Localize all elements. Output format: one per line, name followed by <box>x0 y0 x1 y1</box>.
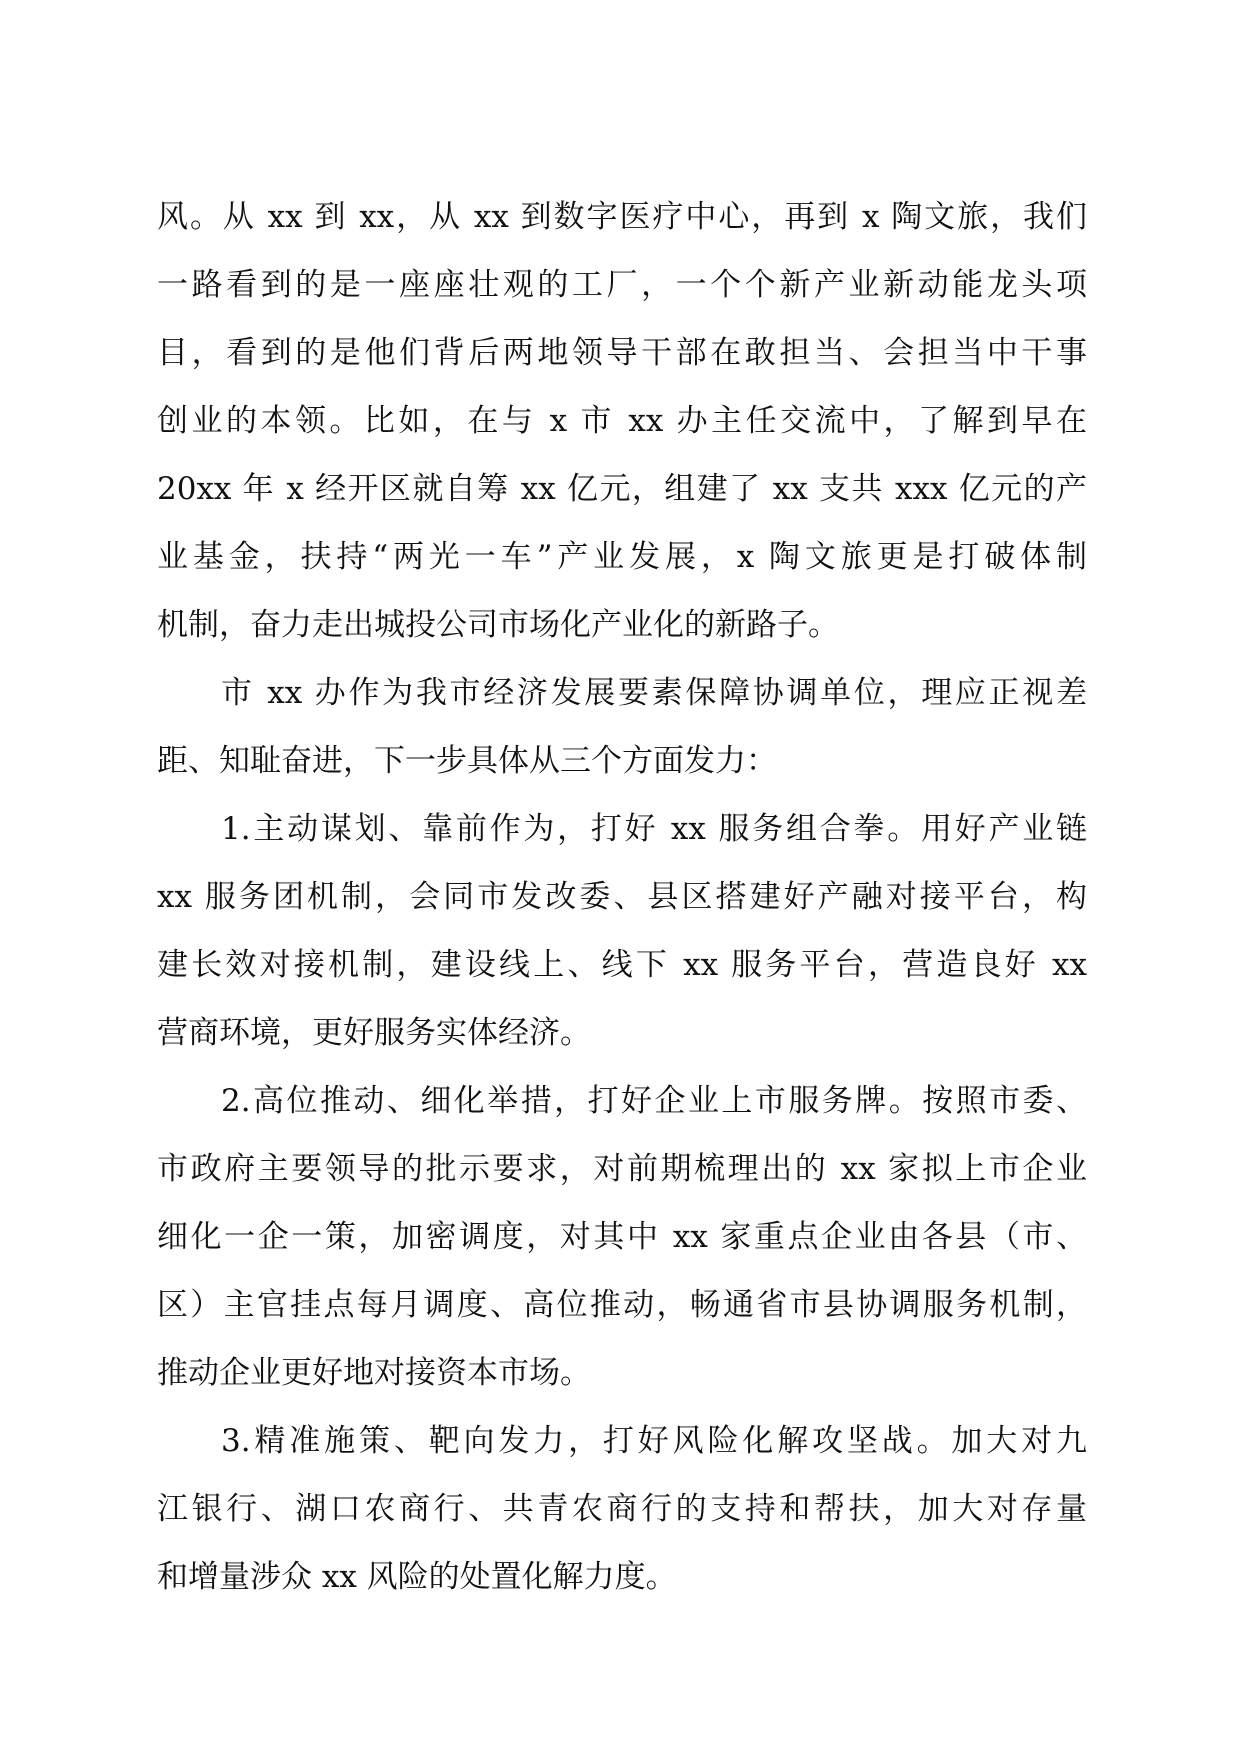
text-line: 目，看到的是他们背后两地领导干部在敢担当、会担当中干事 <box>157 335 1087 371</box>
paragraph-5 <box>157 1407 1087 1611</box>
text-line: 一路看到的是一座座壮观的工厂，一个个新产业新动能龙头项 <box>157 267 1087 303</box>
paragraph-4 <box>157 1067 1087 1407</box>
text-line: 1.主动谋划、靠前作为，打好 xx 服务组合拳。用好产业链 <box>221 811 1087 847</box>
text-line: xx 服务团机制，会同市发改委、县区搭建好产融对接平台，构 <box>157 879 1087 915</box>
text-line: 江银行、湖口农商行、共青农商行的支持和帮扶，加大对存量 <box>157 1491 1087 1527</box>
text-line: 距、知耻奋进，下一步具体从三个方面发力： <box>157 743 777 779</box>
text-line: 区）主官挂点每月调度、高位推动，畅通省市县协调服务机制， <box>157 1287 1087 1323</box>
paragraph-3 <box>157 795 1087 1067</box>
text-line: 3.精准施策、靶向发力，打好风险化解攻坚战。加大对九 <box>221 1423 1087 1459</box>
text-line: 风。从 xx 到 xx，从 xx 到数字医疗中心，再到 x 陶文旅，我们 <box>157 199 1087 235</box>
text-line: 营商环境，更好服务实体经济。 <box>157 1015 591 1051</box>
document-body <box>157 183 1087 1611</box>
text-line: 细化一企一策，加密调度，对其中 xx 家重点企业由各县（市、 <box>157 1219 1087 1255</box>
paragraph-1 <box>157 183 1087 659</box>
text-line: 机制，奋力走出城投公司市场化产业化的新路子。 <box>157 607 839 643</box>
text-line: 2.高位推动、细化举措，打好企业上市服务牌。按照市委、 <box>221 1083 1087 1119</box>
text-line: 20xx 年 x 经开区就自筹 xx 亿元，组建了 xx 支共 xxx 亿元的产 <box>157 471 1087 507</box>
text-line: 和增量涉众 xx 风险的处置化解力度。 <box>157 1559 677 1595</box>
text-line: 创业的本领。比如，在与 x 市 xx 办主任交流中，了解到早在 <box>157 403 1087 439</box>
paragraph-2 <box>157 659 1087 795</box>
text-line: 市 xx 办作为我市经济发展要素保障协调单位，理应正视差 <box>221 675 1087 711</box>
text-line: 推动企业更好地对接资本市场。 <box>157 1355 591 1391</box>
text-line: 建长效对接机制，建设线上、线下 xx 服务平台，营造良好 xx <box>157 947 1087 983</box>
text-line: 业基金，扶持“两光一车”产业发展，x 陶文旅更是打破体制 <box>157 539 1087 575</box>
text-line: 市政府主要领导的批示要求，对前期梳理出的 xx 家拟上市企业 <box>157 1151 1087 1187</box>
